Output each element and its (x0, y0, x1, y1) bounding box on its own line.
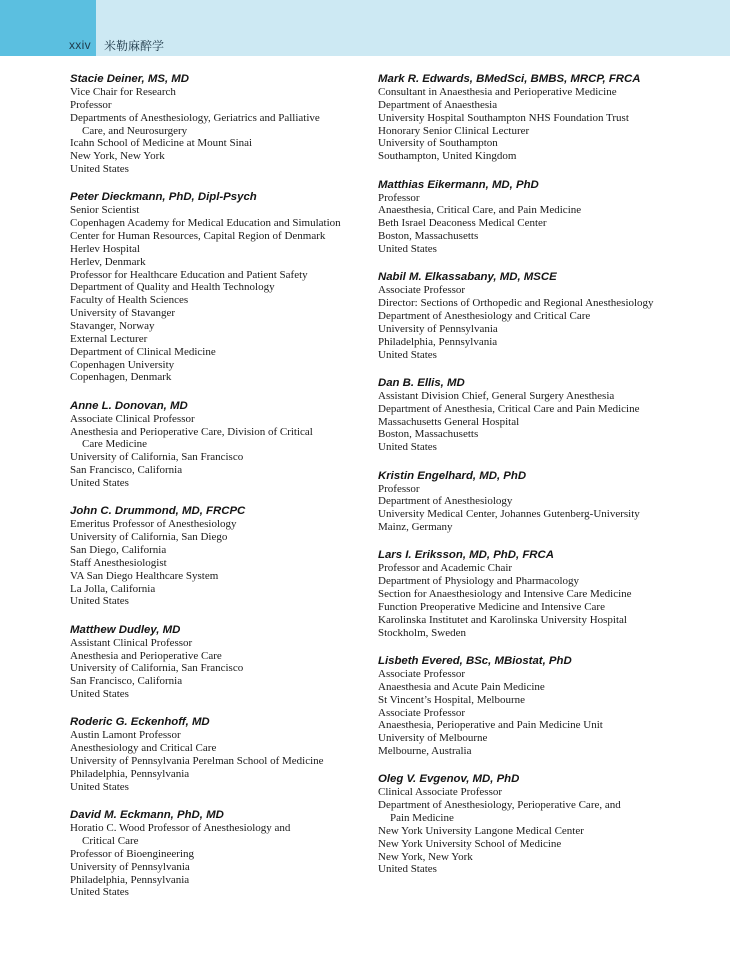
contributor-entry (70, 399, 362, 490)
affiliation-line: Department of Anesthesiology (378, 495, 513, 508)
affiliation-line: Professor and Academic Chair (378, 562, 513, 575)
affiliation-line: Anaesthesia and Acute Pain Medicine (378, 680, 545, 693)
contributor-entry (70, 72, 362, 176)
contributors-column-left (70, 72, 362, 914)
affiliation-line: Pain Medicine (390, 812, 454, 825)
affiliation-line: United States (378, 441, 437, 454)
contributor-name: Matthew Dudley, MD (70, 623, 181, 636)
affiliation-line: University of California, San Francisco (70, 451, 244, 464)
affiliation-line: University of California, San Diego (70, 531, 228, 544)
affiliation-line: Melbourne, Australia (378, 745, 472, 758)
contributor-entry (378, 72, 678, 163)
contributor-entry (70, 504, 362, 608)
affiliation-line: Department of Quality and Health Technology (70, 281, 275, 294)
contributor-name: Oleg V. Evgenov, MD, PhD (378, 773, 520, 786)
affiliation-line: Critical Care (82, 834, 139, 847)
affiliation-line: New York University Langone Medical Center (378, 824, 584, 837)
affiliation-line: St Vincent’s Hospital, Melbourne (378, 693, 526, 706)
affiliation-line: Anesthesia and Perioperative Care (70, 649, 222, 662)
affiliation-line: Faculty of Health Sciences (70, 294, 189, 307)
affiliation-line: Associate Professor (378, 668, 466, 680)
affiliation-line: University of Pennsylvania (378, 322, 498, 335)
page-number: xxiv (69, 38, 91, 52)
affiliation-line: United States (70, 886, 129, 899)
affiliation-line: University of Stavanger (70, 307, 176, 320)
affiliation-line: Function Preoperative Medicine and Intensive Care (378, 600, 605, 613)
contributor-name: Anne L. Donovan, MD (70, 399, 188, 412)
affiliation-line: Professor (378, 191, 420, 204)
affiliation-line: Care Medicine (82, 438, 148, 451)
affiliation-line: Professor (70, 98, 112, 111)
contributor-entry (378, 772, 678, 876)
contributors-column-right (378, 72, 678, 891)
affiliation-line: University Medical Center, Johannes Gutenberg-University (378, 508, 640, 521)
affiliation-line: Associate Clinical Professor (70, 412, 195, 425)
affiliation-line: Anaesthesia, Critical Care, and Pain Medicine (378, 204, 582, 217)
affiliation-line: Anesthesia and Perioperative Care, Division of Critical (70, 425, 313, 438)
affiliation-line: United States (70, 780, 129, 793)
contributor-name: Dan B. Ellis, MD (378, 376, 465, 389)
affiliation-line: New York University School of Medicine (378, 837, 562, 850)
affiliation-line: Emeritus Professor of Anesthesiology (70, 518, 237, 531)
contributor-name: John C. Drummond, MD, FRCPC (70, 505, 246, 518)
affiliation-line: United States (70, 476, 129, 489)
contributor-name: Kristin Engelhard, MD, PhD (378, 469, 527, 482)
affiliation-line: Beth Israel Deaconess Medical Center (378, 217, 547, 230)
affiliation-line: Boston, Massachusetts (378, 230, 479, 243)
book-title: 米勒麻醉学 (104, 39, 165, 53)
contributor-entry (378, 270, 678, 361)
contributor-entry (70, 623, 362, 701)
affiliation-line: Department of Anaesthesia (378, 98, 498, 111)
affiliation-line: Austin Lamont Professor (70, 729, 181, 742)
affiliation-line: University of Pennsylvania (70, 860, 190, 873)
affiliation-line: Vice Chair for Research (70, 86, 176, 98)
affiliation-line: Professor of Bioengineering (70, 847, 195, 860)
affiliation-line: Associate Professor (378, 284, 466, 297)
affiliation-line: Southampton, United Kingdom (378, 150, 517, 163)
contributor-name: Lars I. Eriksson, MD, PhD, FRCA (378, 549, 554, 562)
contributor-entry (378, 469, 678, 534)
affiliation-line: Philadelphia, Pennsylvania (70, 767, 190, 780)
affiliation-line: Stockholm, Sweden (378, 626, 466, 639)
affiliation-line: Stavanger, Norway (70, 320, 155, 332)
contributor-entry (70, 190, 362, 384)
affiliation-line: Senior Scientist (70, 204, 140, 217)
affiliation-line: Philadelphia, Pennsylvania (378, 335, 498, 348)
contributor-name: David M. Eckmann, PhD, MD (70, 809, 224, 822)
affiliation-line: Assistant Clinical Professor (70, 636, 193, 649)
affiliation-line: Department of Anesthesiology, Perioperative Care, and (378, 799, 621, 812)
affiliation-line: Karolinska Institutet and Karolinska University Hospital (378, 613, 627, 626)
contributor-entry (378, 178, 678, 256)
affiliation-line: Honorary Senior Clinical Lecturer (378, 124, 530, 137)
affiliation-line: Horatio C. Wood Professor of Anesthesiology and (70, 822, 291, 835)
affiliation-line: Boston, Massachusetts (378, 428, 479, 441)
affiliation-line: United States (378, 863, 437, 876)
affiliation-line: Anesthesiology and Critical Care (70, 742, 217, 755)
affiliation-line: Professor for Healthcare Education and Patient Safety (70, 268, 308, 281)
affiliation-line: Care, and Neurosurgery (82, 124, 188, 137)
affiliation-line: New York, New York (70, 150, 165, 163)
affiliation-line: Herlev, Denmark (70, 255, 146, 268)
affiliation-line: University of Melbourne (378, 732, 488, 745)
contributor-name: Stacie Deiner, MS, MD (70, 73, 190, 85)
affiliation-line: Icahn School of Medicine at Mount Sinai (70, 137, 253, 150)
affiliation-line: San Diego, California (70, 543, 167, 556)
affiliation-line: Center for Human Resources, Capital Region of Denmark (70, 230, 326, 243)
affiliation-line: United States (378, 348, 437, 361)
affiliation-line: Department of Clinical Medicine (70, 345, 216, 358)
affiliation-line: Anaesthesia, Perioperative and Pain Medicine Unit (378, 719, 603, 732)
affiliation-line: United States (378, 242, 437, 255)
contributor-name: Mark R. Edwards, BMedSci, BMBS, MRCP, FRCA (378, 73, 641, 85)
affiliation-line: San Francisco, California (70, 464, 183, 477)
affiliation-line: San Francisco, California (70, 675, 183, 688)
affiliation-line: Staff Anesthesiologist (70, 556, 167, 569)
affiliation-line: Assistant Division Chief, General Surgery Anesthesia (378, 389, 615, 402)
contributor-entry (378, 654, 678, 758)
affiliation-line: United States (70, 688, 129, 701)
affiliation-line: University Hospital Southampton NHS Foundation Trust (378, 111, 629, 124)
affiliation-line: Professor (378, 482, 420, 495)
contributor-entry (378, 548, 678, 639)
affiliation-line: University of Southampton (378, 137, 498, 150)
contributor-name: Nabil M. Elkassabany, MD, MSCE (378, 271, 557, 284)
affiliation-line: Consultant in Anaesthesia and Perioperative Medicine (378, 86, 617, 98)
contributor-entry (70, 715, 362, 793)
affiliation-line: United States (70, 163, 129, 176)
affiliation-line: Departments of Anesthesiology, Geriatrics and Palliative (70, 111, 320, 124)
affiliation-line: La Jolla, California (70, 582, 156, 595)
affiliation-line: Clinical Associate Professor (378, 786, 503, 799)
affiliation-line: Copenhagen University (70, 358, 175, 371)
affiliation-line: Massachusetts General Hospital (378, 415, 520, 428)
affiliation-line: Copenhagen Academy for Medical Education and Simulation (70, 217, 341, 230)
affiliation-line: University of Pennsylvania Perelman School of Medicine (70, 755, 324, 768)
affiliation-line: Section for Anaesthesiology and Intensive Care Medicine (378, 588, 632, 601)
affiliation-line: Department of Anesthesiology and Critical Care (378, 309, 591, 322)
contributor-name: Lisbeth Evered, BSc, MBiostat, PhD (378, 655, 572, 667)
affiliation-line: External Lecturer (70, 332, 148, 345)
affiliation-line: Department of Physiology and Pharmacology (378, 575, 580, 588)
affiliation-line: Associate Professor (378, 706, 466, 719)
contributor-name: Roderic G. Eckenhoff, MD (70, 716, 210, 729)
contributor-entry (70, 808, 362, 899)
affiliation-line: Mainz, Germany (378, 521, 453, 534)
affiliation-line: Herlev Hospital (70, 242, 140, 255)
affiliation-line: Copenhagen, Denmark (70, 371, 172, 384)
contributor-name: Matthias Eikermann, MD, PhD (378, 178, 539, 191)
affiliation-line: Department of Anesthesia, Critical Care and Pain Medicine (378, 402, 640, 415)
affiliation-line: VA San Diego Healthcare System (70, 569, 219, 582)
affiliation-line: University of California, San Francisco (70, 662, 244, 675)
affiliation-line: Philadelphia, Pennsylvania (70, 873, 190, 886)
affiliation-line: New York, New York (378, 850, 473, 863)
affiliation-line: Director: Sections of Orthopedic and Regional Anesthesiology (378, 297, 654, 310)
affiliation-line: United States (70, 595, 129, 608)
contributor-name: Peter Dieckmann, PhD, Dipl-Psych (70, 191, 257, 204)
contributor-entry (378, 376, 678, 454)
